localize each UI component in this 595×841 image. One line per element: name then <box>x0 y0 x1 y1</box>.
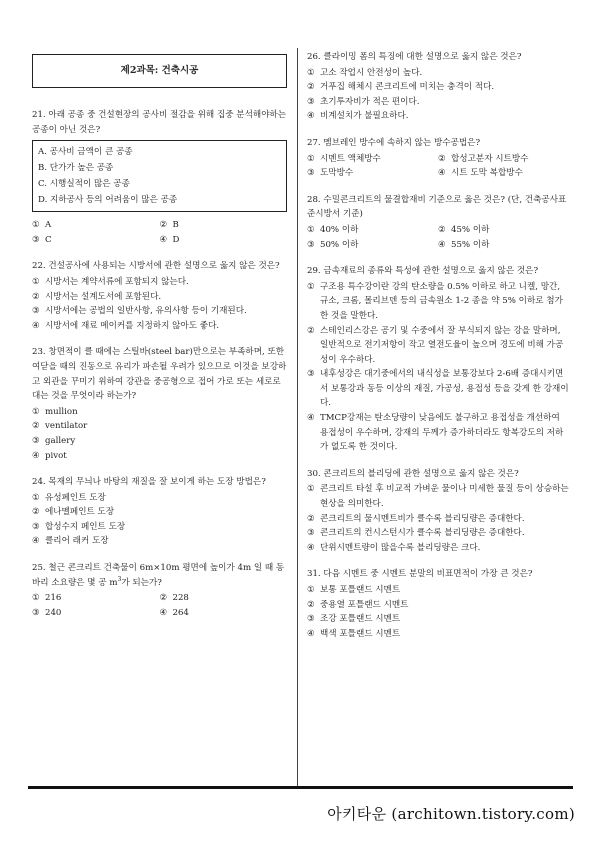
choice-text: 시방서는 설계도서에 포함된다. <box>45 291 162 302</box>
choice-4[interactable] <box>307 627 569 642</box>
choice-number: ④ <box>32 320 40 331</box>
choice-text: 264 <box>172 607 189 618</box>
choice-number: ④ <box>32 450 40 461</box>
choice-text: TMCP강재는 탄소당량이 낮음에도 불구하고 용접성을 개선하여 용접성이 우수하며, 강재의 두께가 증가하더라도 항복강도의 저하가 없도록 한 것이다. <box>320 413 564 453</box>
choice-number: ② <box>307 325 315 336</box>
choice-3[interactable] <box>32 606 160 621</box>
choice-text: mullion <box>45 406 78 417</box>
section-title: 제2과목: 건축시공 <box>32 54 287 88</box>
choice-text: B <box>172 220 179 231</box>
choice-text: 55% 이하 <box>451 239 490 250</box>
question-stem: 24. 목재의 무늬나 바탕의 재질을 잘 보이게 하는 도장 방법은? <box>32 477 266 488</box>
question-22 <box>32 259 287 333</box>
choice-text: 구조용 특수강이란 강의 탄소량을 0.5% 이하로 하고 니켈, 망간, 규소, 크롬, 몰리브덴 등의 금속원소 1-2 종을 약 5% 이하로 첨가한 것을 말한다. <box>320 281 563 321</box>
choice-number: ② <box>307 513 315 524</box>
choice-text: D <box>172 234 180 245</box>
column-divider <box>297 48 298 786</box>
choice-number: ④ <box>32 536 40 547</box>
question-stem: 21. 아래 공종 중 건설현장의 공사비 절감을 위해 집중 분석해야하는 공종이 아닌 것은? <box>32 110 287 135</box>
choice-number: ② <box>159 593 168 604</box>
choice-number: ③ <box>307 239 315 250</box>
choice-number: ② <box>307 82 315 93</box>
choice-number: ① <box>307 585 315 595</box>
choice-text: ventilator <box>45 421 88 432</box>
stem-part: 가 되는가? <box>121 577 162 588</box>
choice-text: 거푸집 해체시 콘크리트에 미치는 충격이 적다. <box>320 82 495 93</box>
choice-text: 중용열 포틀랜드 시멘트 <box>320 599 409 610</box>
choice-4[interactable] <box>438 166 569 181</box>
choice-number: ③ <box>32 607 40 618</box>
choice-2[interactable] <box>160 218 288 233</box>
question-30 <box>307 467 569 556</box>
choice-3[interactable] <box>307 526 569 541</box>
choice-1[interactable] <box>307 583 569 598</box>
choice-text: 콘크리트의 컨시스턴시가 클수록 블리딩량은 증대한다. <box>320 528 525 539</box>
choice-4[interactable] <box>32 449 287 464</box>
question-21 <box>32 108 287 247</box>
question-stem: 23. 창면적이 클 때에는 스틸바(steel bar)만으로는 부족하며, 또한 여닫을 때의 진동으로 유리가 파손될 우려가 있으므로 이것을 보강하고 외관을 꾸미기 위하여 강관을 중공형으로 접어 가로 또는 세로로 대는 것을 무엇이라 하는가? <box>32 347 287 402</box>
choice-number: ④ <box>307 413 315 424</box>
question-stem: 22. 건설공사에 사용되는 시방서에 관한 설명으로 옳지 않은 것은? <box>32 261 280 272</box>
question-stem: 26. 클라이밍 폼의 특징에 대한 설명으로 옳지 않은 것은? <box>307 52 522 62</box>
choice-text: 40% 이하 <box>320 224 359 235</box>
choice-text: pivot <box>45 450 67 461</box>
choice-text: 에나멜페인트 도장 <box>45 507 115 518</box>
choice-grid <box>32 218 287 247</box>
choice-3[interactable] <box>307 367 569 411</box>
question-24 <box>32 475 287 549</box>
choice-text: 콘크리트의 물시멘트비가 클수록 블리딩량은 증대한다. <box>320 513 525 524</box>
choice-number: ② <box>307 599 315 610</box>
choice-number: ② <box>32 291 40 302</box>
choice-2[interactable] <box>438 152 569 167</box>
choice-number: ③ <box>307 96 315 107</box>
choice-number: ① <box>32 492 40 503</box>
choice-3[interactable] <box>32 520 287 535</box>
choice-number: ③ <box>32 435 40 446</box>
choice-text: 도막방수 <box>320 168 354 179</box>
choice-number: ④ <box>307 542 315 553</box>
question-stem: 27. 멤브레인 방수에 속하지 않는 방수공법은? <box>307 137 481 148</box>
choice-1[interactable] <box>307 152 438 167</box>
choice-text: 백색 포틀랜드 시멘트 <box>320 628 401 639</box>
choice-number: ① <box>307 224 315 235</box>
choice-2[interactable] <box>32 419 287 434</box>
question-stem: 30. 콘크리트의 블리딩에 관한 설명으로 옳지 않은 것은? <box>307 468 519 479</box>
choice-1[interactable] <box>32 405 287 420</box>
choice-1[interactable] <box>32 275 287 290</box>
choice-4[interactable] <box>307 541 569 556</box>
right-column <box>307 50 569 653</box>
choice-4[interactable] <box>160 606 288 621</box>
condition-box <box>32 140 287 212</box>
choice-2[interactable] <box>438 223 569 238</box>
choice-text: C <box>45 234 52 245</box>
choice-2[interactable] <box>32 290 287 305</box>
choice-number: ④ <box>159 607 168 618</box>
choice-text: 시방서에 재료 메이커를 지정하지 않아도 좋다. <box>45 320 220 331</box>
question-31 <box>307 567 569 641</box>
choice-number: ① <box>32 593 40 604</box>
choice-number: ② <box>438 224 446 235</box>
choice-3[interactable] <box>307 95 569 110</box>
choice-number: ③ <box>307 528 315 539</box>
choice-number: ④ <box>307 628 315 639</box>
choice-text: 240 <box>45 607 62 618</box>
choice-text: 초기투자비가 적은 편이다. <box>320 96 420 107</box>
choice-4[interactable] <box>307 109 569 124</box>
choice-grid <box>307 152 569 181</box>
condition-item: A. 공사비 금액이 큰 공종 <box>38 147 133 158</box>
choice-number: ③ <box>32 234 40 245</box>
choice-text: 클리어 래커 도장 <box>45 536 109 547</box>
choice-number: ① <box>32 276 40 287</box>
choice-3[interactable] <box>307 238 438 253</box>
question-25 <box>32 561 287 620</box>
choice-number: ② <box>438 153 446 164</box>
choice-text: 스테인리스강은 공기 및 수중에서 잘 부식되지 않는 강을 말하며, 일반적으로 전기저항이 작고 열전도율이 높으며 경도에 비해 가공성이 우수하다. <box>320 325 564 365</box>
choice-3[interactable] <box>307 166 438 181</box>
choice-number: ② <box>32 421 40 432</box>
question-stem <box>32 561 287 590</box>
choice-text: A <box>45 220 52 231</box>
question-29 <box>307 264 569 455</box>
choice-1[interactable] <box>307 223 438 238</box>
choice-number: ① <box>32 220 40 231</box>
question-26 <box>307 50 569 124</box>
choice-number: ③ <box>32 521 40 532</box>
choice-1[interactable] <box>307 66 569 81</box>
choice-number: ① <box>307 67 315 78</box>
choice-text: 시트 도막 복합방수 <box>451 168 523 179</box>
condition-item: D. 지하공사 등의 어려움이 많은 공종 <box>38 195 178 206</box>
question-stem: 28. 수밀콘크리트의 물결합재비 기준으로 옳은 것은? (단, 건축공사표준시방서 기준) <box>307 194 567 220</box>
choice-3[interactable] <box>32 304 287 319</box>
choice-number: ② <box>32 507 40 518</box>
choice-3[interactable] <box>32 233 160 248</box>
question-28 <box>307 193 569 252</box>
question-23 <box>32 345 287 463</box>
choice-grid <box>307 223 569 252</box>
choice-2[interactable] <box>307 80 569 95</box>
choice-text: 조강 포틀랜드 시멘트 <box>320 614 401 625</box>
choice-2[interactable] <box>32 505 287 520</box>
question-27 <box>307 136 569 181</box>
choice-number: ④ <box>307 111 315 122</box>
choice-1[interactable] <box>32 591 160 606</box>
choice-text: 시멘트 액체방수 <box>320 153 381 164</box>
choice-number: ③ <box>307 614 315 625</box>
choice-4[interactable] <box>307 411 569 455</box>
choice-text: 콘크리트 타설 후 비교적 가벼운 물이나 미세한 물질 등이 상승하는 현상을 의미한다. <box>320 484 569 510</box>
left-column <box>32 50 287 632</box>
footer-rule <box>28 786 573 789</box>
choice-text: 합성고분자 시트방수 <box>451 153 529 164</box>
choice-2[interactable] <box>160 591 288 606</box>
choice-2[interactable] <box>307 512 569 527</box>
choice-text: 유성페인트 도장 <box>45 492 106 503</box>
choice-number: ④ <box>438 168 446 179</box>
choice-grid <box>32 591 287 620</box>
choice-number: ③ <box>307 168 315 179</box>
choice-text: 합성수지 페인트 도장 <box>45 521 126 532</box>
choice-number: ④ <box>159 234 168 245</box>
choice-4[interactable] <box>160 233 288 248</box>
choice-4[interactable] <box>438 238 569 253</box>
choice-4[interactable] <box>32 319 287 334</box>
footer-site-name: 아키타운 (architown.tistory.com) <box>327 805 575 823</box>
choice-4[interactable] <box>32 534 287 549</box>
choice-number: ④ <box>438 239 446 250</box>
choice-3[interactable] <box>307 612 569 627</box>
choice-number: ① <box>32 406 40 417</box>
choice-number: ③ <box>32 306 40 317</box>
choice-2[interactable] <box>307 324 569 368</box>
choice-text: 시방서는 계약서류에 포함되지 않는다. <box>45 276 189 287</box>
choice-text: gallery <box>45 435 76 446</box>
choice-text: 216 <box>45 593 62 604</box>
condition-item: C. 시행실적이 많은 공종 <box>38 179 130 190</box>
choice-1[interactable] <box>307 482 569 511</box>
choice-text: 고소 작업시 안전성이 높다. <box>320 67 423 78</box>
choice-text: 45% 이하 <box>451 224 490 235</box>
choice-number: ③ <box>307 369 315 380</box>
choice-number: ① <box>307 153 315 164</box>
choice-number: ② <box>159 220 168 231</box>
choice-3[interactable] <box>32 434 287 449</box>
choice-text: 단위시멘트량이 많을수록 블리딩량은 크다. <box>320 542 481 553</box>
choice-1[interactable] <box>32 491 287 506</box>
choice-2[interactable] <box>307 598 569 613</box>
stem-part: 25. 철근 콘크리트 건축물이 6m×10m 평면에 높이가 4m 일 때 동바리 소요량은 몇 공 m <box>32 563 285 588</box>
choice-1[interactable] <box>32 218 160 233</box>
choice-number: ① <box>307 484 315 495</box>
question-stem: 29. 금속재료의 종류와 특성에 관한 설명으로 옳지 않은 것은? <box>307 266 539 277</box>
superscript: 3 <box>117 575 122 583</box>
choice-text: 시방서에는 공법의 일반사항, 유의사항 등이 기재된다. <box>45 306 247 317</box>
choice-text: 내후성강은 대기중에서의 내식성을 보통강보다 2-6배 증대시키면서 보통강과 동등 이상의 재질, 가공성, 용접성 등을 갖게 한 강재이다. <box>320 369 569 409</box>
choice-number: ① <box>307 281 315 292</box>
condition-item: B. 단가가 높은 공종 <box>38 163 114 174</box>
question-stem: 31. 다음 시멘트 중 시멘트 분말의 비표면적이 가장 큰 것은? <box>307 569 533 580</box>
choice-text: 228 <box>172 593 189 604</box>
choice-text: 보통 포틀랜드 시멘트 <box>320 585 401 595</box>
choice-text: 50% 이하 <box>320 239 359 250</box>
choice-text: 비계설치가 불필요하다. <box>320 111 409 122</box>
choice-1[interactable] <box>307 280 569 324</box>
